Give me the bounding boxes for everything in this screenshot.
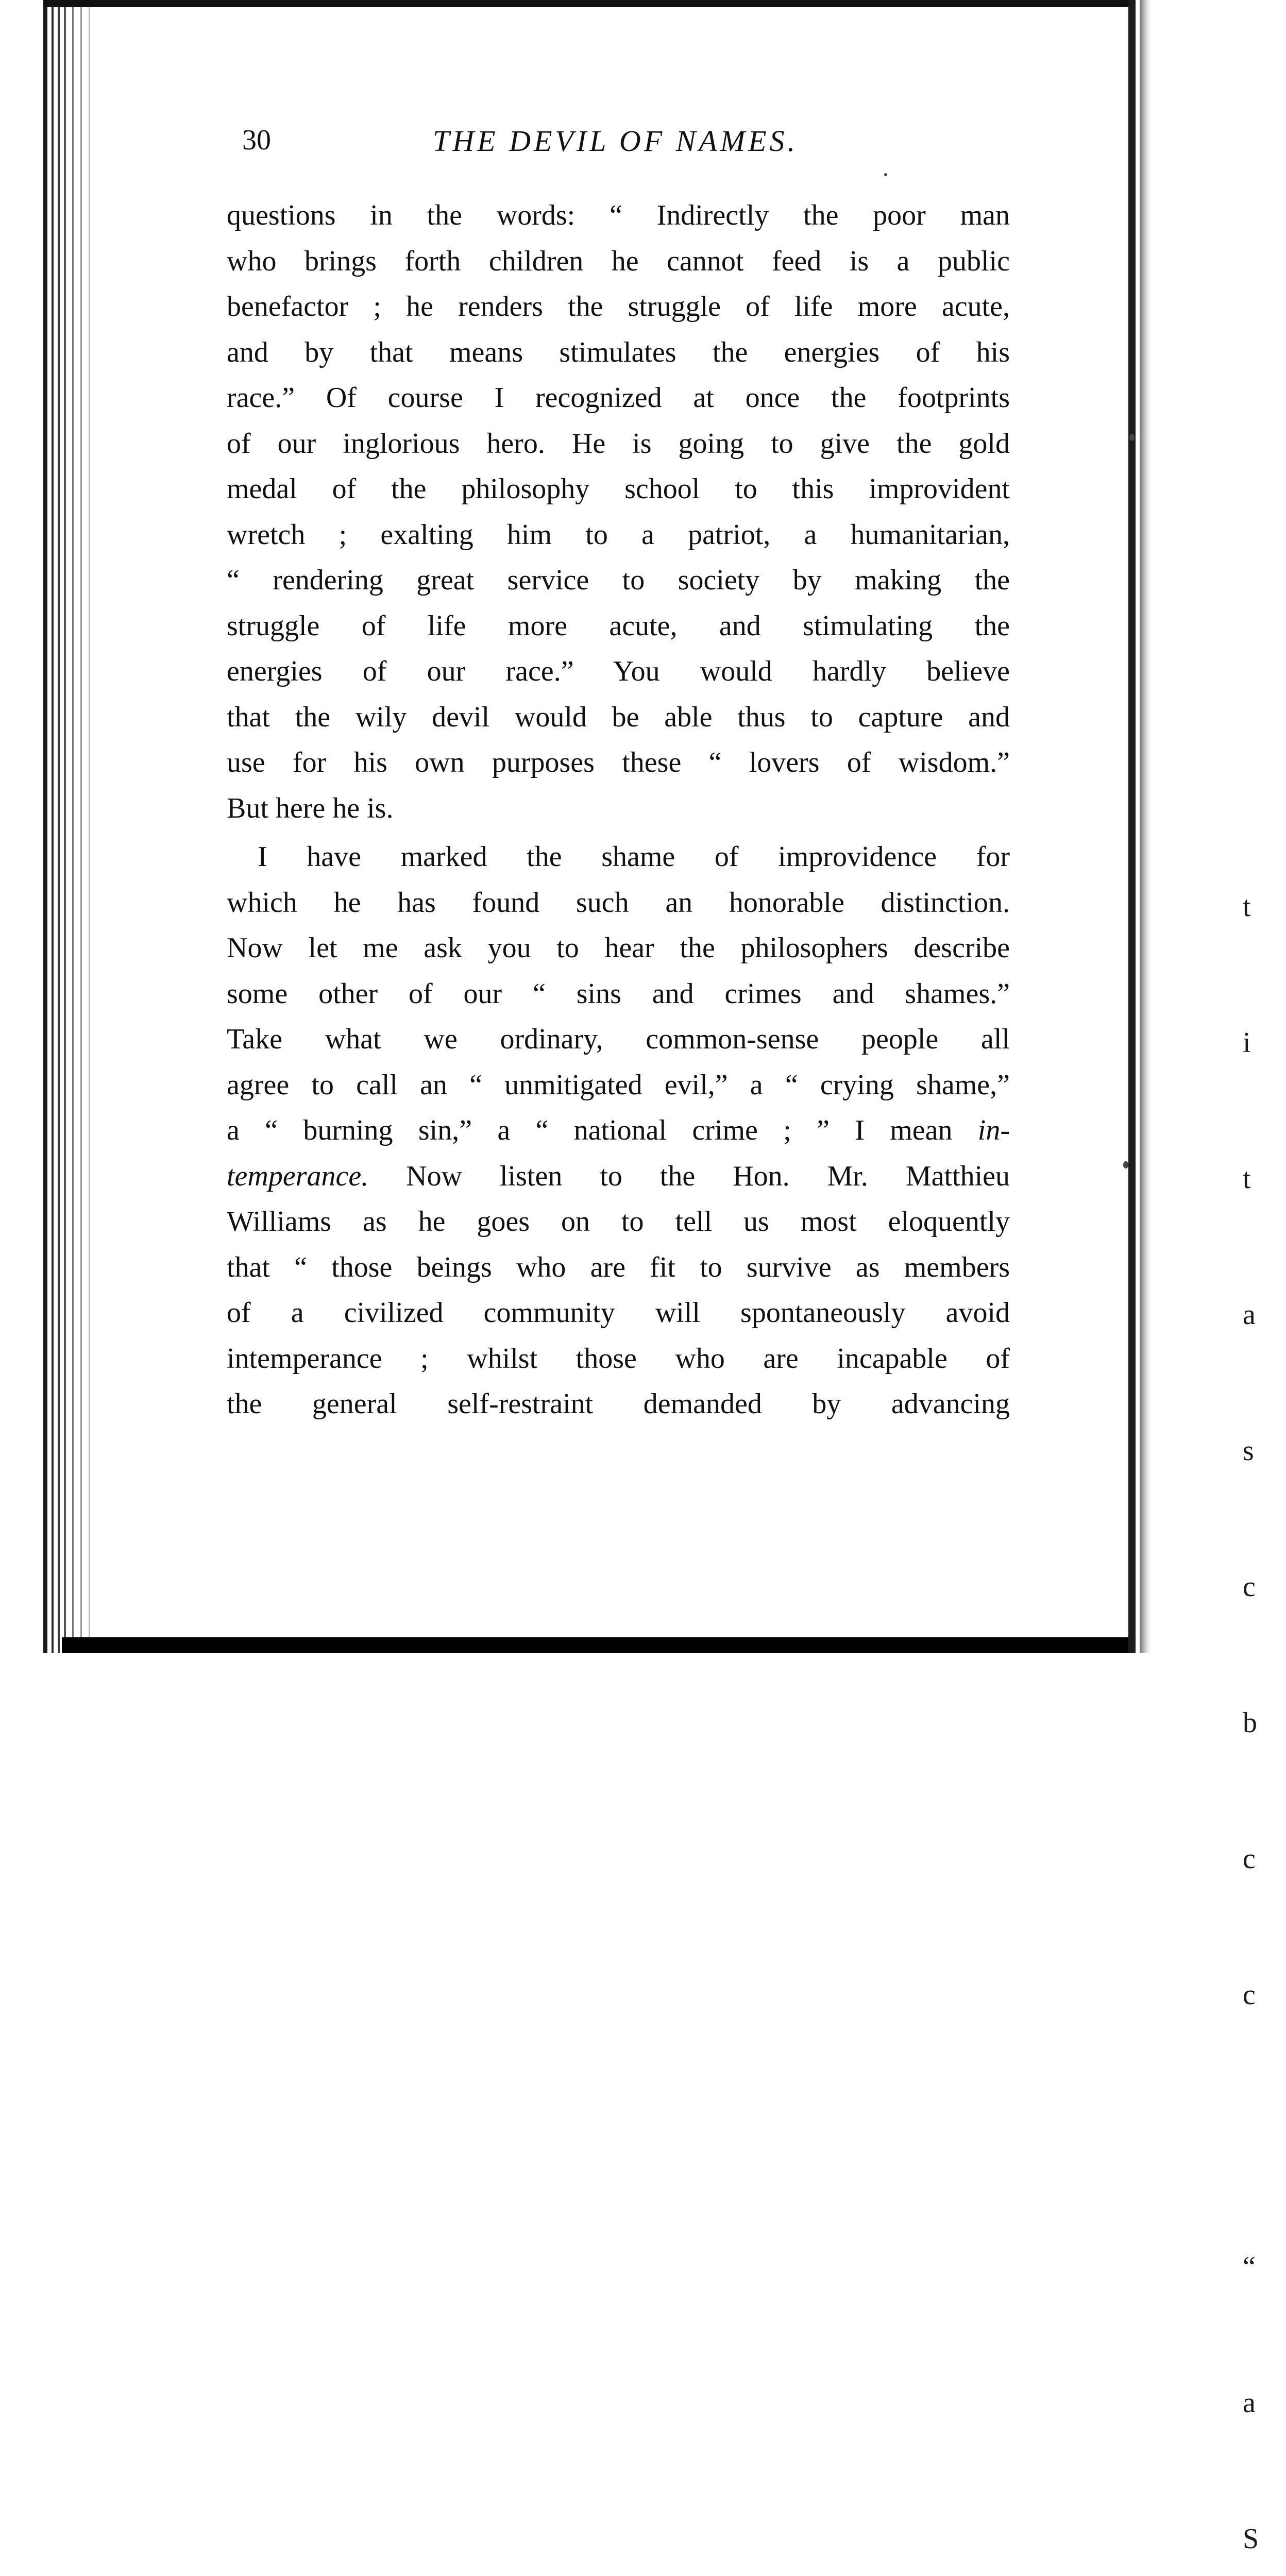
text-line bbox=[227, 1108, 1010, 1154]
page-top-edge bbox=[43, 0, 1141, 7]
paragraph-1 bbox=[227, 193, 1010, 831]
text-line: the general self-restraint demanded by advancing bbox=[227, 1388, 1010, 1420]
fragment: S bbox=[1243, 2523, 1259, 2555]
fragment: a bbox=[1243, 1299, 1256, 1331]
text-line: intemperance ; whilst those who are incapable of bbox=[227, 1342, 1010, 1375]
fragment bbox=[1243, 2108, 1286, 2154]
text-line: use for his own purposes these “ lovers of wisdom.” bbox=[227, 747, 1010, 778]
fragment: b bbox=[1243, 1707, 1257, 1739]
paragraph-2 bbox=[227, 834, 1010, 1427]
text-line bbox=[227, 1154, 1010, 1199]
fragment: a bbox=[1243, 2387, 1256, 2419]
text-line: of a civilized community will spontaneously avoid bbox=[227, 1297, 1010, 1329]
text-line: “ rendering great service to society by making the bbox=[227, 564, 1010, 596]
fragment: t bbox=[1243, 891, 1251, 923]
text-line: which he has found such an honorable distinction. bbox=[227, 886, 1010, 919]
page-bottom-edge bbox=[62, 1637, 1251, 1653]
scan-speck bbox=[1129, 434, 1135, 441]
facing-page-fragments bbox=[1243, 793, 1286, 2576]
fragment: t bbox=[1243, 1163, 1251, 1195]
text-line: of our inglorious hero. He is going to give the gold bbox=[227, 427, 1010, 460]
scan-speck bbox=[1123, 1161, 1128, 1168]
fragment: “ bbox=[1243, 2251, 1256, 2283]
page-content bbox=[227, 124, 1010, 1427]
text-line: and by that means stimulates the energies of his bbox=[227, 336, 1010, 368]
fragment: c bbox=[1243, 1571, 1256, 1603]
fragment: i bbox=[1243, 1027, 1251, 1059]
text-segment: Now listen to the Hon. Mr. Matthieu bbox=[368, 1160, 1010, 1192]
italic-text: temperance. bbox=[227, 1160, 369, 1192]
text-segment: a “ burning sin,” a “ national crime ; ” I mean bbox=[227, 1114, 978, 1146]
text-line: some other of our “ sins and crimes and shames.” bbox=[227, 977, 1010, 1010]
text-line: who brings forth children he cannot feed is a public bbox=[227, 245, 1010, 277]
text-line: Now let me ask you to hear the philosophers describe bbox=[227, 932, 1010, 964]
text-line: wretch ; exalting him to a patriot, a humanitarian, bbox=[227, 518, 1010, 551]
text-line: energies of our race.” You would hardly believe bbox=[227, 655, 1010, 687]
text-line: I have marked the shame of improvidence for bbox=[258, 841, 1010, 873]
fragment: s bbox=[1243, 1435, 1254, 1467]
body-text bbox=[227, 193, 1010, 1427]
facing-page bbox=[1128, 0, 1259, 2555]
text-line: that the wily devil would be able thus to capture and bbox=[227, 701, 1010, 733]
scan-speck bbox=[884, 173, 887, 176]
italic-text: in- bbox=[977, 1114, 1010, 1146]
text-line: Take what we ordinary, common-sense people all bbox=[227, 1023, 1010, 1055]
text-line: struggle of life more acute, and stimulating the bbox=[227, 609, 1010, 642]
text-line: benefactor ; he renders the struggle of life more acute, bbox=[227, 291, 1010, 323]
page-number: 30 bbox=[242, 124, 271, 156]
text-line: questions in the words: “ Indirectly the poor man bbox=[227, 199, 1010, 231]
running-head bbox=[227, 124, 1010, 175]
fragment: c bbox=[1243, 1979, 1256, 2011]
text-line: Williams as he goes on to tell us most eloquently bbox=[227, 1206, 1010, 1238]
text-line: agree to call an “ unmitigated evil,” a “ crying shame,” bbox=[227, 1069, 1010, 1101]
gutter-shadow bbox=[1140, 0, 1151, 1653]
running-title: THE DEVIL OF NAMES. bbox=[433, 124, 799, 158]
text-line: race.” Of course I recognized at once the footprints bbox=[227, 382, 1010, 414]
text-line: that “ those beings who are fit to survive as members bbox=[227, 1251, 1010, 1283]
fragment: c bbox=[1243, 1843, 1256, 1875]
text-line: But here he is. bbox=[227, 792, 394, 824]
text-line: medal of the philosophy school to this improvident bbox=[227, 473, 1010, 505]
book-binding-edge bbox=[0, 0, 103, 1653]
